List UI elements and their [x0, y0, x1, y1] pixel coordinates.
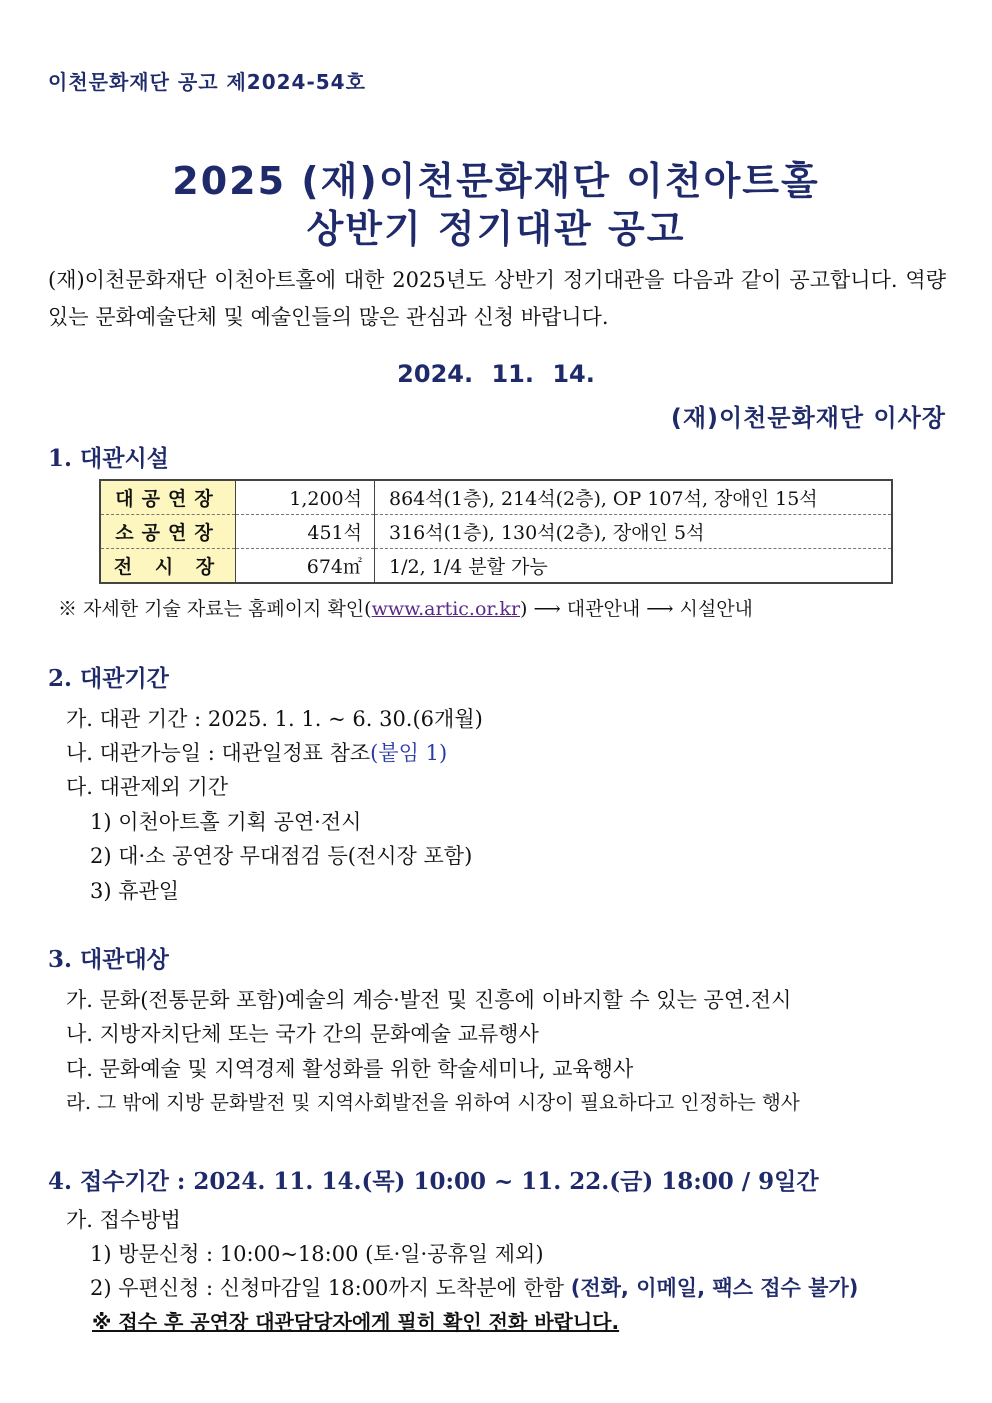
note-prefix: ※ 자세한 기술 자료는 홈페이지 확인( — [58, 598, 372, 620]
section-3-heading: 3. 대관대상 — [48, 946, 169, 973]
facility-name: 소공연장 — [100, 515, 236, 549]
excluded-sub-item: 3) 휴관일 — [90, 879, 180, 903]
attachment-ref: (붙임 1) — [370, 741, 448, 765]
table-row — [100, 549, 892, 584]
facility-seats: 451석 — [236, 515, 375, 549]
section-2-heading: 2. 대관기간 — [48, 665, 169, 692]
title-line-1: 2025 (재)이천문화재단 이천아트홀 — [172, 159, 820, 203]
notice-number: 이천문화재단 공고 제2024-54호 — [48, 70, 366, 94]
facility-detail: 864석(1층), 214석(2층), OP 107석, 장애인 15석 — [389, 488, 818, 510]
section-1-heading: 1. 대관시설 — [48, 445, 169, 472]
note-suffix: ) ⟶ 대관안내 ⟶ 시설안내 — [520, 598, 753, 620]
target-item: 가. 문화(전통문화 포함)예술의 계승·발전 및 진흥에 이바지할 수 있는 공연.전시 — [66, 988, 792, 1012]
facility-detail: 1/2, 1/4 분할 가능 — [375, 549, 893, 584]
homepage-link[interactable]: www.artic.or.kr — [371, 598, 521, 620]
mail-application-text: 2) 우편신청 : 신청마감일 18:00까지 도착분에 한함 — [90, 1276, 565, 1300]
signer: (재)이천문화재단 이사장 — [670, 404, 946, 432]
excluded-sub-item: 1) 이천아트홀 기획 공연·전시 — [90, 810, 362, 834]
method-heading: 가. 접수방법 — [66, 1208, 181, 1232]
rental-period-item: 가. 대관 기간 : 2025. 1. 1. ~ 6. 30.(6개월) — [66, 707, 483, 731]
rental-available-item — [66, 737, 447, 767]
title-line-2: 상반기 정기대관 공고 — [306, 207, 686, 251]
facility-table — [99, 479, 893, 584]
intro-paragraph: (재)이천문화재단 이천아트홀에 대한 2025년도 상반기 정기대관을 다음과 같이 공고합니다. 역량있는 문화예술단체 및 예술인들의 많은 관심과 신청 바랍니다. — [48, 268, 946, 329]
target-item: 다. 문화예술 및 지역경제 활성화를 위한 학술세미나, 교육행사 — [66, 1057, 634, 1081]
visit-application: 1) 방문신청 : 10:00~18:00 (토·일·공휴일 제외) — [90, 1242, 544, 1266]
facility-detail: 316석(1층), 130석(2층), 장애인 5석 — [375, 515, 893, 549]
mail-application — [90, 1272, 858, 1302]
table-row — [100, 515, 892, 549]
excluded-sub-item: 2) 대·소 공연장 무대점검 등(전시장 포함) — [90, 844, 473, 868]
facility-name: 전 시 장 — [100, 549, 236, 584]
mail-note: (전화, 이메일, 팩스 접수 불가) — [570, 1276, 859, 1300]
confirmation-warning: ※ 접수 후 공연장 대관담당자에게 필히 확인 전화 바랍니다. — [92, 1310, 620, 1334]
table-row — [100, 480, 892, 515]
facility-seats: 1,200석 — [236, 480, 375, 515]
target-item: 라. 그 밖에 지방 문화발전 및 지역사회발전을 위하여 시장이 필요하다고 인정하는 행사 — [66, 1091, 800, 1114]
excluded-period-item: 다. 대관제외 기간 — [66, 775, 229, 799]
target-item: 나. 지방자치단체 또는 국가 간의 문화예술 교류행사 — [66, 1022, 539, 1046]
section-4-heading: 4. 접수기간 : 2024. 11. 14.(목) 10:00 ~ 11. 22.(금) 18:00 / 9일간 — [48, 1168, 819, 1195]
notice-date: 2024. 11. 14. — [397, 360, 595, 388]
facility-note — [58, 594, 753, 621]
facility-seats: 674㎡ — [236, 549, 375, 584]
facility-name: 대공연장 — [100, 480, 236, 515]
rental-available-text: 나. 대관가능일 : 대관일정표 참조 — [66, 741, 371, 765]
